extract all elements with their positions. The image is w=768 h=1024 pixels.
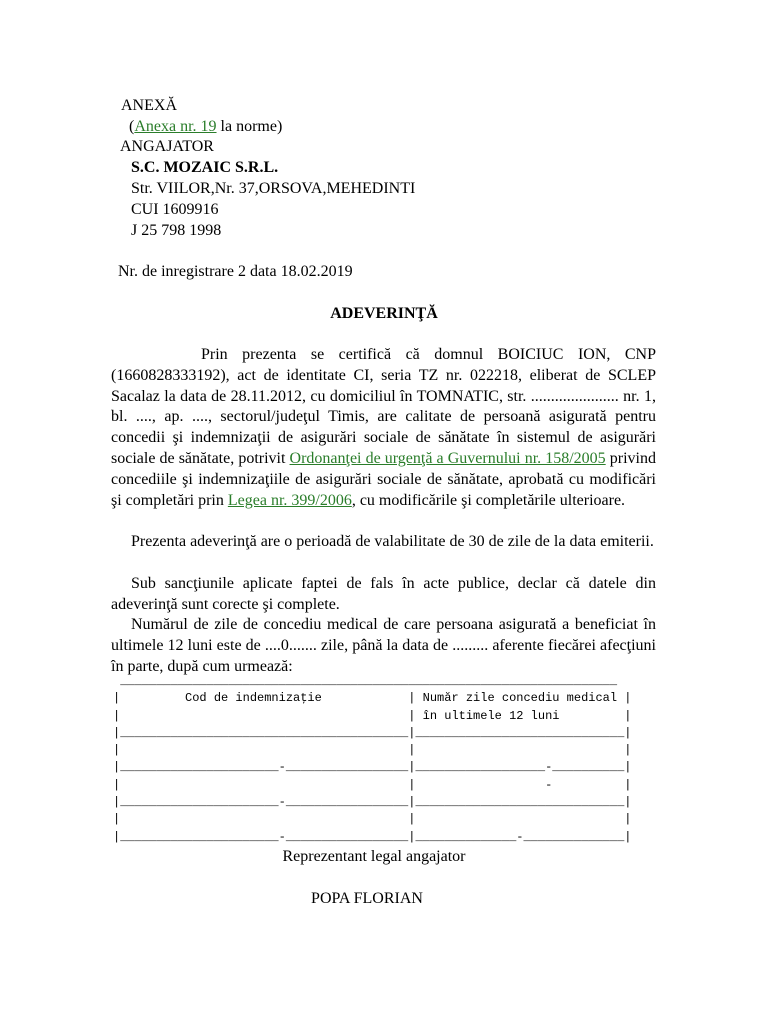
company-cui: CUI 1609916	[131, 201, 219, 218]
indemnity-table: _____________________________________________________________________ | Cod de indemnizaţie | Număr zile concediu medical | | | în ultimele 12 luni | |________________________________________|_____________________________| | | | |______________________-_________________|__________________-__________| | | - | |______________________-_________________|_____________________________| | | | |______________________-_________________|______________-______________|	[113, 674, 632, 844]
company-address: Str. VIILOR,Nr. 37,ORSOVA,MEHEDINTI	[131, 180, 416, 197]
annex-ref-rest: la norme)	[216, 118, 283, 135]
liability-text: Sub sancţiunile aplicate faptei de fals în acte publice, declar că datele din adeverinţă sunt corecte şi complete.	[111, 575, 656, 613]
company-name: S.C. MOZAIC S.R.L.	[131, 159, 279, 176]
certification-text-a: Prin prezenta se certifică că domnul BOICIUC ION, CNP (1660828333192), act de identitate CI, seria TZ nr. 022218, eliberat de SCLEP Sacalaz la data de 28.11.2012, cu domiciliul în TOMNATIC, str. ...................... nr. 1, bl. ...., ap. ...., sectorul/judeţul Timis, are calitate de persoană asigurată pentru concedii şi indemnizaţii de asigurări sociale de sănătate în sistemul de asigurări sociale de sănătate, potrivit	[111, 346, 656, 467]
certification-text-b: privind concediile şi indemnizaţiile de asigurări sociale de sănătate, aprobată cu modificări şi completări prin	[111, 449, 656, 509]
ordinance-link[interactable]: Ordonanţei de urgenţă a Guvernului nr. 158/2005	[289, 449, 606, 467]
sick-days-paragraph	[111, 615, 656, 677]
validity-text: Prezenta adeverinţă are o perioadă de valabilitate de 30 de zile de la data emiterii.	[131, 533, 654, 550]
company-reg-code: J 25 798 1998	[131, 222, 222, 239]
certification-text-c: , cu modificările şi completările ulterioare.	[351, 491, 626, 509]
annex-title: ANEXĂ	[121, 97, 177, 114]
registration-number: Nr. de inregistrare 2 data 18.02.2019	[118, 263, 353, 280]
certification-paragraph	[111, 345, 656, 511]
validity-paragraph	[111, 532, 656, 553]
law-link[interactable]: Legea nr. 399/2006	[227, 491, 352, 509]
sick-days-text: Numărul de zile de concediu medical de care persoana asigurată a beneficiat în ultimele 12 luni este de ....0....... zile, până la data de ......... aferente fiecărei afecţiuni în parte, după cum urmează:	[111, 616, 656, 675]
document-title: ADEVERINŢĂ	[330, 305, 438, 322]
liability-paragraph	[111, 574, 656, 616]
employer-label: ANGAJATOR	[120, 138, 214, 155]
representative-label: Reprezentant legal angajator	[282, 848, 466, 865]
representative-name: POPA FLORIAN	[311, 890, 423, 907]
annex-19-link[interactable]: Anexa nr. 19	[134, 118, 217, 135]
annex-reference	[129, 116, 282, 137]
annex-ref-open: (	[129, 118, 135, 135]
